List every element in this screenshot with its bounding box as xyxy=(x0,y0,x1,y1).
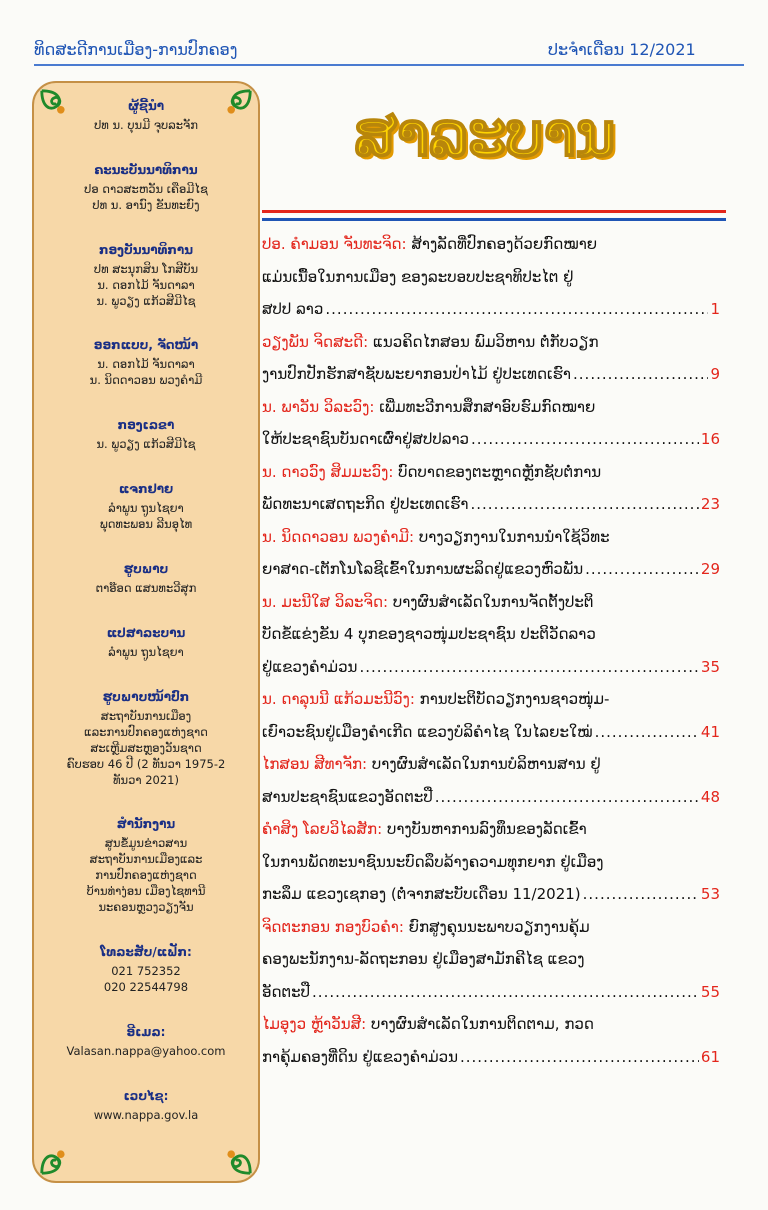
toc-author: ນ. ດາວວົງ ສິມມະວົງ: xyxy=(262,462,394,481)
toc-leader-line xyxy=(262,1041,720,1074)
dot-leader xyxy=(312,976,699,1009)
toc-page-number: 29 xyxy=(700,560,720,578)
toc-author: ໄມອຸງວ ຫຼ້າວັນສີ: xyxy=(262,1015,367,1033)
toc-first-line xyxy=(262,1008,720,1041)
toc-author: ໄກສອນ ສີທາຈັກ: xyxy=(262,755,368,773)
toc-entry[interactable] xyxy=(262,521,720,586)
toc-page-number: 9 xyxy=(710,365,720,383)
toc-first-line xyxy=(262,586,720,619)
toc-page-number: 23 xyxy=(700,495,720,513)
toc-first-line xyxy=(262,911,720,944)
toc-page-number: 1 xyxy=(710,300,720,318)
toc-first-line xyxy=(262,813,720,846)
toc-first-line xyxy=(262,521,720,554)
toc-author: ຄຳສິງ ໂລຍວິໄລສັກ: xyxy=(262,820,383,838)
section-line: ສະຖາບັນການເມືອງ xyxy=(100,708,192,723)
section-line: ນ. ດອກໄມ້ ຈັນດາລາ xyxy=(97,277,195,292)
section-line: ຄົບຮອບ 46 ປີ (2 ທັນວາ 1975-2 xyxy=(66,756,226,771)
section-line: ປທ ສະນຸກສິນ ໂກສີບັນ xyxy=(93,261,199,276)
toc-leader-line xyxy=(262,976,720,1009)
toc-entry[interactable] xyxy=(262,748,720,813)
toc-leader-line xyxy=(262,716,720,749)
toc-leader-line xyxy=(262,553,720,586)
sidebar-section xyxy=(34,338,258,388)
section-heading: ຜູ້ຊີ້ນຳ xyxy=(127,99,165,113)
section-heading: ກອງບັນນາທິການ xyxy=(99,242,193,257)
toc-title-line: ບັດຂໍ້ແຂ່ງຂັນ 4 ບຸກຂອງຊາວໜຸ່ມປະຊາຊົນ ປະຕິວັດລາວ xyxy=(262,625,596,643)
section-line: ນ. ພູວຽງ ແກ້ວສີມີໄຊ xyxy=(96,293,196,308)
sidebar-section xyxy=(34,163,258,213)
toc-page-number: 41 xyxy=(700,722,720,741)
toc-title: ບົດບາດຂອງຕະຫຼາດຫຼັກຊັບຕໍ່ການ xyxy=(393,462,602,481)
section-line: ສະເຫຼີມສະຫຼອງວັນຊາດ xyxy=(90,740,202,755)
sidebar-section xyxy=(34,817,258,915)
section-line: ຕາອ໊ອດ ແສນທະວີສຸກ xyxy=(95,580,197,595)
section-line: www.nappa.gov.la xyxy=(93,1107,199,1122)
toc-page-number: 53 xyxy=(700,885,720,903)
section-line: ແລະການປົກຄອງແຫ່ງຊາດ xyxy=(84,724,208,739)
toc-page-number: 55 xyxy=(700,982,720,1001)
toc-title-line: ສປປ ລາວ xyxy=(262,300,324,318)
section-line: ນະຄອນຫຼວງວຽງຈັນ xyxy=(98,900,194,915)
toc-title-line: ຢູ່ແຂວງຄຳມ່ວນ xyxy=(262,657,358,676)
toc-entry[interactable] xyxy=(262,683,720,748)
sidebar-section xyxy=(34,690,258,788)
toc-first-line xyxy=(262,748,720,781)
toc-title: ເພີ່ມທະວີການສຶກສາອົບຮົມກົດໝາຍ xyxy=(374,397,596,416)
section-heading: ອີເມລ: xyxy=(126,1025,166,1040)
toc-entry[interactable] xyxy=(262,228,720,326)
toc-title-line: ໃນການພັດທະນາຊົນນະບົດລຶບລ້າງຄວາມທຸກຍາກ ຢູ່ເມືອງ xyxy=(262,852,604,871)
dot-leader xyxy=(359,651,698,684)
toc-first-line xyxy=(262,326,720,359)
toc-page-number: 48 xyxy=(700,787,720,806)
section-heading: ຮູບພາບໜ້າປົກ xyxy=(102,689,190,704)
toc-author: ນ. ດາລຸນນີ ແກ້ວມະນີວົງ: xyxy=(262,690,415,708)
section-line: Valasan.nappa@yahoo.com xyxy=(66,1044,226,1059)
section-line: ນ. ດອກໄມ້ ຈັນດາລາ xyxy=(97,357,195,372)
toc-title-line: ງານປົກປັກຮັກສາຊັບພະຍາກອນປ່າໄມ້ ຢູ່ປະເທດເຮົາ xyxy=(262,365,572,383)
toc-author: ນ. ພາວັນ ວິລະວົງ: xyxy=(262,397,375,416)
dot-leader xyxy=(471,423,699,456)
toc-author: ປອ. ຄຳມອນ ຈັນທະຈິດ: xyxy=(262,235,407,253)
section-heading: ອອກແບບ, ຈັດໜ້າ xyxy=(93,338,199,353)
toc-title: ບາງຜົນສຳເລັດໃນການຈັດຕັ້ງປະຕິ xyxy=(388,592,594,611)
masthead-sidebar xyxy=(32,81,260,1183)
toc-leader-line xyxy=(262,423,720,456)
sidebar-section xyxy=(34,99,258,133)
section-line: ສະຖາບັນການເມືອງແລະ xyxy=(89,852,203,867)
issue-date: ປະຈຳເດືອນ 12/2021 xyxy=(548,40,696,59)
toc-title: ບາງວຽກງານໃນການນຳໃຊ້ວິທະ xyxy=(414,527,610,546)
section-line: ທັນວາ 2021) xyxy=(113,772,179,787)
toc-author: ຈິດຕະກອນ ກອງບົວຄຳ: xyxy=(262,917,404,936)
dot-leader xyxy=(585,553,699,586)
section-line: ລຳພູນ ຖູນໄຊຍາ xyxy=(108,644,184,659)
section-heading: ເວບໄຊ: xyxy=(123,1088,169,1103)
toc-title-line: ໃຫ້ປະຊາຊົນບັນດາເຜົ່າຢູ່ສປປລາວ xyxy=(262,430,470,448)
toc-title: ການປະຕິບັດວຽກງານຊາວໜຸ່ມ- xyxy=(414,690,610,708)
corner-ornament-icon xyxy=(38,1139,76,1177)
sidebar-section xyxy=(34,1089,258,1123)
toc-title-line: ອັດຕະປື xyxy=(262,982,311,1001)
section-line: ບ້ານທ່າງ່ອນ ເມືອງໄຊທານີ xyxy=(86,884,206,899)
section-line: ປທ ນ. ອານົງ ຂັນທະຍົງ xyxy=(92,197,200,212)
toc-entry[interactable] xyxy=(262,391,720,456)
section-line: 021 752352 xyxy=(111,964,181,979)
corner-ornament-icon xyxy=(216,1139,254,1177)
section-line: ນ. ນິດດາວອນ ພວງຄຳມີ xyxy=(89,373,203,388)
toc-entry[interactable] xyxy=(262,456,720,521)
toc-title: ສ້າງລັດທີ່ປົກຄອງດ້ວຍກົດໝາຍ xyxy=(406,235,598,253)
sidebar-section xyxy=(34,945,258,995)
section-line: ລຳພູນ ຖູນໄຊຍາ xyxy=(108,501,184,516)
toc-title-line: ເຍົາວະຊົນຢູ່ເມືອງຄຳເກີດ ແຂວງບໍລິຄຳໄຊ ໃນໄລຍະໃໝ່ xyxy=(262,722,593,741)
toc-first-line xyxy=(262,683,720,716)
toc-page-number: 16 xyxy=(700,430,720,448)
section-line: ປທ ນ. ບຸນມີ ຈຸບລະຈັກ xyxy=(94,118,198,132)
toc-title-line: ສານປະຊາຊົນແຂວງອັດຕະປື xyxy=(262,787,433,806)
toc-page-number: 61 xyxy=(700,1047,720,1066)
section-line: 020 22544798 xyxy=(103,980,189,995)
toc-entry[interactable] xyxy=(262,911,720,1009)
dot-leader xyxy=(471,488,699,521)
dot-leader xyxy=(460,1041,699,1074)
toc-first-line xyxy=(262,456,720,489)
toc-first-line xyxy=(262,228,720,261)
section-heading: ສຳນັກງານ xyxy=(116,817,176,832)
section-line: ປອ ດາວສະຫວັນ ເຄືອມີໄຊ xyxy=(84,181,208,196)
toc-title-line: ກະລຶມ ແຂວງເຊກອງ (ຕໍ່ຈາກສະບັບເດືອນ 11/2021) xyxy=(262,885,581,903)
header-divider xyxy=(34,64,744,66)
magazine-title: ທິດສະດີການເມືອງ-ການປົກຄອງ xyxy=(34,40,238,59)
section-line: ພຸດທະພອນ ລີນອຸໄທ xyxy=(99,517,193,532)
dot-leader xyxy=(583,878,699,911)
sidebar-section xyxy=(34,1025,258,1059)
sidebar-section xyxy=(34,482,258,532)
title-divider xyxy=(262,210,726,222)
section-line: ການປົກຄອງແຫ່ງຊາດ xyxy=(95,868,197,883)
toc-entry[interactable] xyxy=(262,586,720,684)
table-of-contents xyxy=(262,228,720,1073)
section-heading: ໂທລະສັບ/ແຟັກ: xyxy=(100,945,192,960)
sidebar-section xyxy=(34,418,258,452)
toc-title-line: ແມ່ນເນື້ອໃນການເມືອງ ຂອງລະບອບປະຊາທິປະໄຕ ຢູ່ xyxy=(262,267,574,286)
section-heading: ກອງເລຂາ xyxy=(117,418,175,433)
toc-title-line: ກາຄຸ້ມຄອງທີ່ດິນ ຢູ່ແຂວງຄຳມ່ວນ xyxy=(262,1047,458,1066)
toc-title-line: ຄອງພະນັກງານ-ລັດຖະກອນ ຢູ່ເມືອງສາມັກຄີໄຊ ແຂວງ xyxy=(262,950,585,968)
sidebar-section xyxy=(34,626,258,660)
toc-leader-line xyxy=(262,651,720,684)
section-line: ສູນຂໍ້ມູນຂ່າວສານ xyxy=(104,836,188,851)
dot-leader xyxy=(573,358,708,391)
section-line: ນ. ພູວຽງ ແກ້ວສີມີໄຊ xyxy=(96,437,196,452)
toc-leader-line xyxy=(262,781,720,814)
dot-leader xyxy=(325,293,708,326)
toc-title: ບາງບັນຫາການລົງທຶນຂອງລັດເຂົ້າ xyxy=(382,820,587,838)
toc-leader-line xyxy=(262,488,720,521)
toc-page-number: 35 xyxy=(700,657,720,676)
toc-entry[interactable] xyxy=(262,326,720,391)
toc-author: ວຽງພັນ ຈິດສະດີ: xyxy=(262,332,369,351)
section-heading: ແປສາລະບານ xyxy=(106,625,186,640)
toc-leader-line xyxy=(262,878,720,911)
sidebar-sections xyxy=(34,99,258,1123)
toc-leader-line xyxy=(262,293,720,326)
toc-title-line: ຍາສາດ-ເຕັກໂນໂລຊີເຂົ້າໃນການຜະລິດຢູ່ແຂວງຫົວພັນ xyxy=(262,560,584,578)
toc-title: ບາງຜົນສຳເລັດໃນການບໍລິຫານສານ ຢູ່ xyxy=(367,755,601,773)
dot-leader xyxy=(595,716,699,749)
sidebar-section xyxy=(34,243,258,309)
dot-leader xyxy=(435,781,699,814)
toc-author: ນ. ນິດດາວອນ ພວງຄຳມີ: xyxy=(262,527,415,546)
section-heading: ຄະນະບັນນາທິການ xyxy=(94,162,198,177)
toc-leader-line xyxy=(262,358,720,391)
toc-title: ແນວຄິດໄກສອນ ພົມວິຫານ ຕໍ່ກັບວຽກ xyxy=(368,332,599,351)
toc-first-line xyxy=(262,391,720,424)
section-heading: ຮູບພາບ xyxy=(123,561,169,576)
toc-entry[interactable] xyxy=(262,1008,720,1073)
page-title: ສາລະບານ xyxy=(354,100,616,170)
toc-title-line: ພັດທະນາເສດຖະກິດ ຢູ່ປະເທດເຮົາ xyxy=(262,495,469,513)
toc-title: ບາງຜົນສຳເລັດໃນການຕິດຕາມ, ກວດ xyxy=(366,1015,594,1033)
sidebar-section xyxy=(34,562,258,596)
section-heading: ແຈກຢາຍ xyxy=(118,482,174,497)
toc-entry[interactable] xyxy=(262,813,720,911)
toc-author: ນ. ມະນີໃສ ວິລະຈິດ: xyxy=(262,592,389,611)
toc-title: ຍົກສູງຄຸນນະພາບວຽກງານຄຸ້ມ xyxy=(403,917,590,936)
